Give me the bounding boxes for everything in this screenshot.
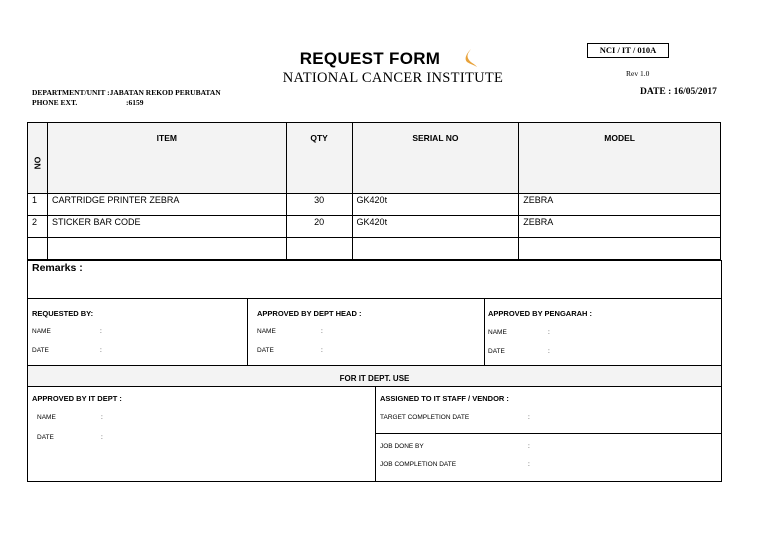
column-header-model: MODEL (519, 123, 721, 194)
row-model[interactable] (519, 238, 721, 260)
colon: : (101, 434, 103, 441)
phone-label: PHONE EXT. (32, 98, 78, 107)
dept-head-label: APPROVED BY DEPT HEAD : (257, 309, 362, 318)
colon: : (101, 414, 103, 421)
items-header-row (28, 123, 721, 194)
row-item[interactable]: STICKER BAR CODE (47, 216, 286, 238)
colon: : (100, 328, 102, 335)
divider (484, 298, 485, 365)
row-model[interactable]: ZEBRA (519, 194, 721, 216)
column-header-qty: QTY (286, 123, 352, 194)
items-table (27, 122, 721, 260)
flame-logo-icon (462, 48, 478, 68)
divider (28, 298, 721, 299)
divider (247, 298, 248, 365)
institute-name: NATIONAL CANCER INSTITUTE (282, 70, 504, 86)
revision-label: Rev 1.0 (626, 69, 650, 78)
row-no: 1 (28, 194, 48, 216)
row-qty[interactable] (286, 238, 352, 260)
remarks-label: Remarks : (32, 262, 83, 274)
target-completion-label: TARGET COMPLETION DATE (380, 414, 470, 421)
assigned-to-label: ASSIGNED TO IT STAFF / VENDOR : (380, 394, 509, 403)
job-completion-label: JOB COMPLETION DATE (380, 461, 457, 468)
divider (375, 386, 376, 482)
pengarah-date-label: DATE (488, 348, 505, 355)
colon: : (100, 347, 102, 354)
colon: : (528, 414, 530, 421)
column-header-item: ITEM (47, 123, 286, 194)
phone-value: :6159 (126, 98, 144, 107)
pengarah-name-label: NAME (488, 329, 507, 336)
row-no: 2 (28, 216, 48, 238)
colon: : (548, 329, 550, 336)
colon: : (528, 461, 530, 468)
row-no (28, 238, 48, 260)
requested-name-label: NAME (32, 328, 51, 335)
it-date-label: DATE (37, 434, 54, 441)
colon: : (321, 347, 323, 354)
colon: : (528, 443, 530, 450)
requested-by-label: REQUESTED BY: (32, 309, 94, 318)
column-header-no: NO (28, 123, 48, 194)
form-title-text: REQUEST FORM (299, 49, 441, 68)
table-row (28, 216, 721, 238)
divider (375, 433, 721, 434)
row-model[interactable]: ZEBRA (519, 216, 721, 238)
row-serial[interactable] (352, 238, 519, 260)
department-info (32, 88, 221, 108)
it-name-label: NAME (37, 414, 56, 421)
it-dept-approval-label: APPROVED BY IT DEPT : (32, 394, 122, 403)
table-row (28, 194, 721, 216)
approval-section (27, 260, 722, 482)
table-row (28, 238, 721, 260)
dept-head-date-label: DATE (257, 347, 274, 354)
department-value: JABATAN REKOD PERUBATAN (109, 88, 221, 97)
row-qty[interactable]: 20 (286, 216, 352, 238)
row-qty[interactable]: 30 (286, 194, 352, 216)
row-item[interactable]: CARTRIDGE PRINTER ZEBRA (47, 194, 286, 216)
colon: : (321, 328, 323, 335)
column-header-serial: SERIAL NO (352, 123, 519, 194)
it-use-title: FOR IT DEPT. USE (339, 374, 410, 383)
row-serial[interactable]: GK420t (352, 194, 519, 216)
form-date: DATE : 16/05/2017 (640, 87, 717, 97)
dept-head-name-label: NAME (257, 328, 276, 335)
department-label: DEPARTMENT/UNIT : (32, 88, 110, 97)
pengarah-label: APPROVED BY PENGARAH : (488, 309, 593, 318)
divider (28, 365, 721, 366)
row-item[interactable] (47, 238, 286, 260)
job-done-by-label: JOB DONE BY (380, 443, 424, 450)
requested-date-label: DATE (32, 347, 49, 354)
colon: : (548, 348, 550, 355)
row-serial[interactable]: GK420t (352, 216, 519, 238)
document-reference: NCI / IT / 010A (587, 43, 669, 58)
